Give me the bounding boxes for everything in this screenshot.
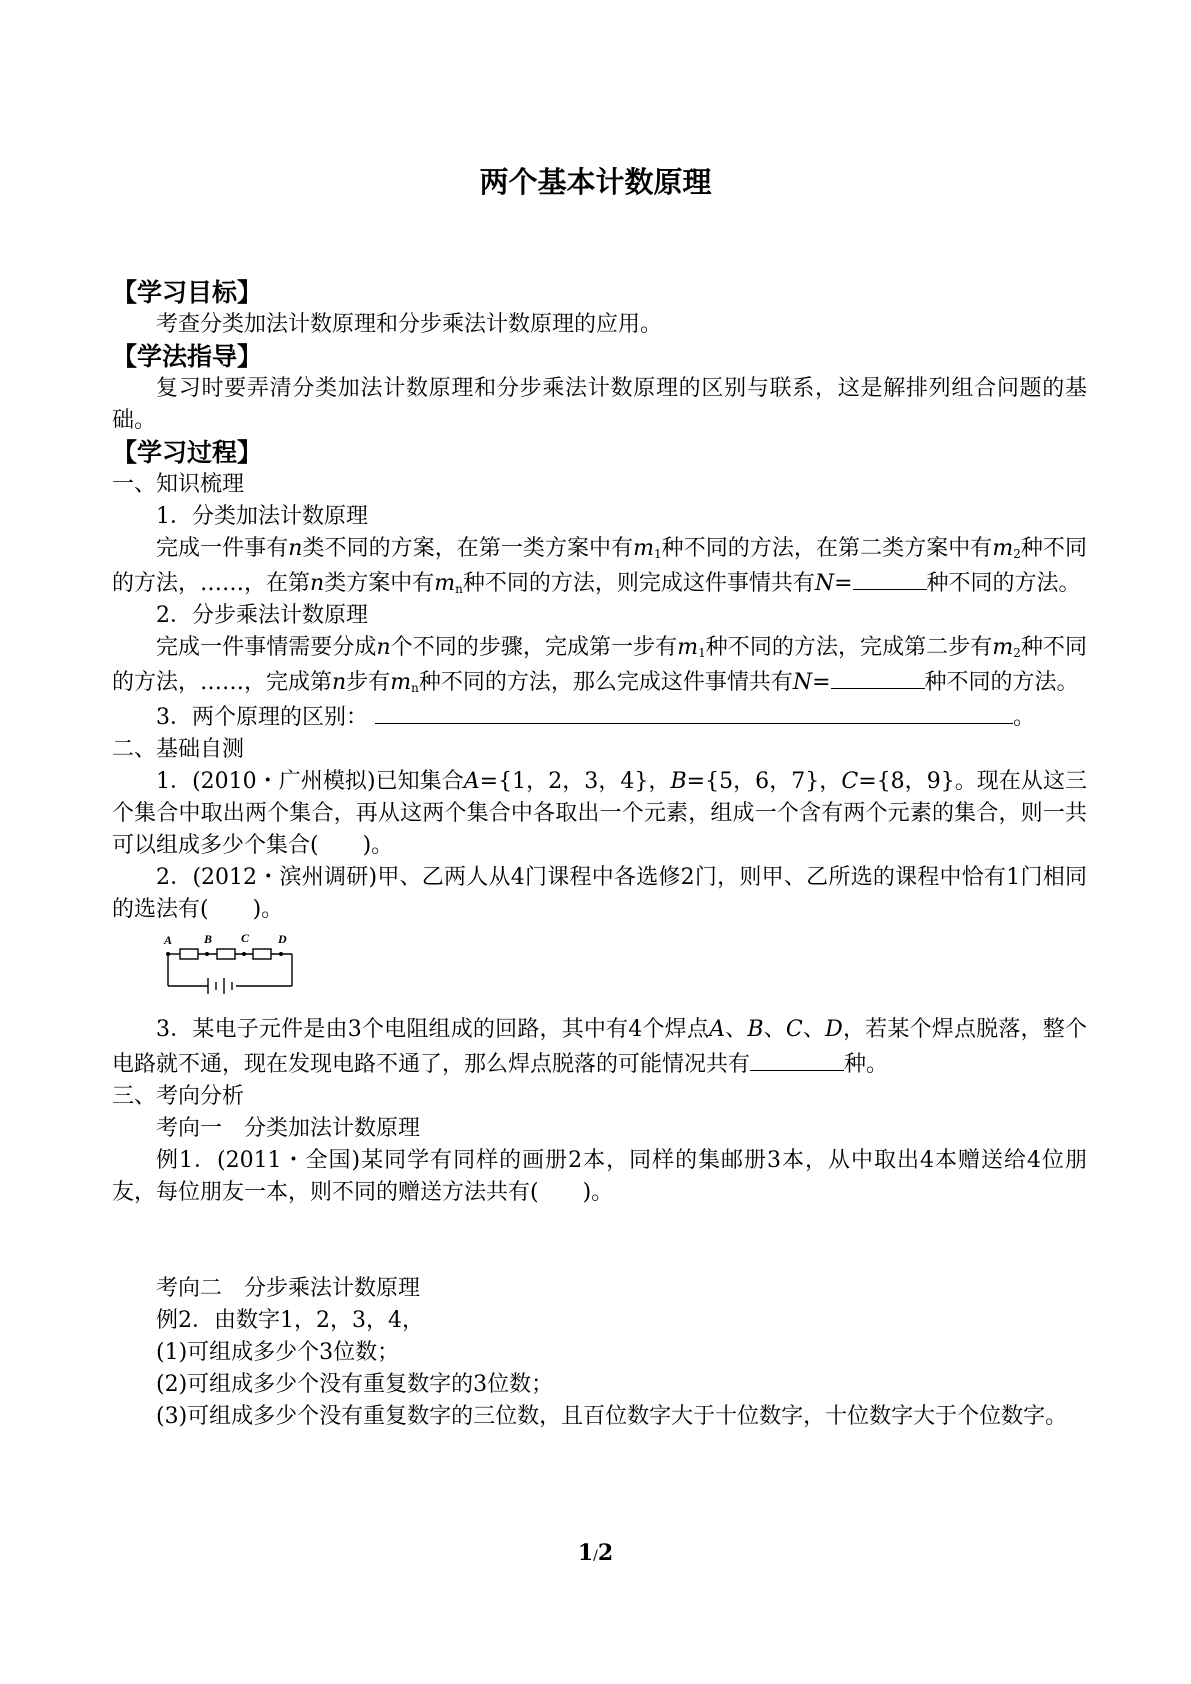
page-number: 1/2 bbox=[577, 1540, 614, 1566]
label-d: D bbox=[278, 932, 287, 946]
addition-principle-text: 完成一件事有n类不同的方案，在第一类方案中有$m_1$种不同的方法，在第二类方案中有$m_2$种不同的方法，……，在第n类方案中有$m_n$种不同的方法，则完成这件事情共有N= 种不同的方法。 bbox=[112, 536, 1087, 596]
analysis-heading: 三、考向分析 bbox=[112, 1084, 245, 1109]
example-one: 例1．(2011・全国)某同学有同样的画册2本，同样的集邮册3本，从中取出4本赠送给4位朋友，每位朋友一本，则不同的赠送方法共有( )。 bbox=[112, 1148, 1087, 1205]
solder-point-d bbox=[279, 952, 283, 956]
circuit-diagram bbox=[162, 932, 1087, 1006]
difference-line: 3．两个原理的区别： 。 bbox=[112, 699, 1087, 734]
selftest-q1: 1．(2010・广州模拟)已知集合A={1，2，3，4}，B={5，6，7}，C={8，9}。现在从这三个集合中取出两个集合，再从这两个集合中各取出一个元素，组成一个含有两个元素的集合，则一共可以组成多少个集合( )。 bbox=[112, 769, 1087, 858]
selftest-q3: 3．某电子元件是由3个电阻组成的回路，其中有4个焊点A、B、C、D，若某个焊点脱落，整个电路就不通，现在发现电路不通了，那么焊点脱落的可能情况共有 种。 bbox=[112, 1017, 1087, 1077]
multiplication-principle-text: 完成一件事情需要分成n个不同的步骤，完成第一步有$m_1$种不同的方法，完成第二步有$m_2$种不同的方法，……，完成第n步有$m_n$种不同的方法，那么完成这件事情共有N= 种不同的方法。 bbox=[112, 635, 1087, 695]
resistor-2 bbox=[217, 949, 235, 959]
knowledge-heading: 一、知识梳理 bbox=[112, 472, 245, 497]
multiplication-principle-title: 2．分步乘法计数原理 bbox=[156, 603, 368, 628]
addition-principle-title: 1．分类加法计数原理 bbox=[156, 504, 368, 529]
resistor-1 bbox=[180, 949, 198, 959]
solder-point-a bbox=[166, 952, 170, 956]
label-b: B bbox=[204, 932, 213, 946]
document-body bbox=[112, 277, 1087, 1433]
goal-text: 考查分类加法计数原理和分步乘法计数原理的应用。 bbox=[156, 312, 663, 337]
direction-one: 考向一 分类加法计数原理 bbox=[156, 1116, 421, 1141]
solder-point-b bbox=[205, 952, 209, 956]
resistor-3 bbox=[253, 949, 271, 959]
label-a: A bbox=[164, 933, 173, 947]
method-text: 复习时要弄清分类加法计数原理和分步乘法计数原理的区别与联系，这是解排列组合问题的基础。 bbox=[112, 376, 1087, 433]
goal-heading: 【学习目标】 bbox=[112, 278, 263, 307]
direction-two: 考向二 分步乘法计数原理 bbox=[156, 1276, 421, 1301]
solder-point-c bbox=[242, 952, 246, 956]
method-heading: 【学法指导】 bbox=[112, 342, 263, 371]
circuit-svg bbox=[162, 932, 302, 996]
process-heading: 【学习过程】 bbox=[112, 438, 263, 467]
example-two-q3: (3)可组成多少个没有重复数字的三位数，且百位数字大于十位数字，十位数字大于个位数字。 bbox=[156, 1404, 1068, 1429]
label-c: C bbox=[241, 932, 250, 945]
example-two-q1: (1)可组成多少个3位数； bbox=[156, 1340, 400, 1365]
answer-blank[interactable] bbox=[853, 565, 927, 590]
answer-blank[interactable] bbox=[750, 1046, 844, 1071]
answer-blank[interactable] bbox=[375, 699, 1013, 724]
selftest-q2: 2．(2012・滨州调研)甲、乙两人从4门课程中各选修2门，则甲、乙所选的课程中恰有1门相同的选法有( )。 bbox=[112, 865, 1087, 922]
page-title: 两个基本计数原理 bbox=[479, 165, 712, 199]
selftest-heading: 二、基础自测 bbox=[112, 737, 245, 762]
example-two-q2: (2)可组成多少个没有重复数字的3位数； bbox=[156, 1372, 554, 1397]
example-two-intro: 例2．由数字1，2，3，4， bbox=[156, 1308, 424, 1333]
answer-blank[interactable] bbox=[831, 664, 925, 689]
answer-space bbox=[112, 1209, 1087, 1273]
